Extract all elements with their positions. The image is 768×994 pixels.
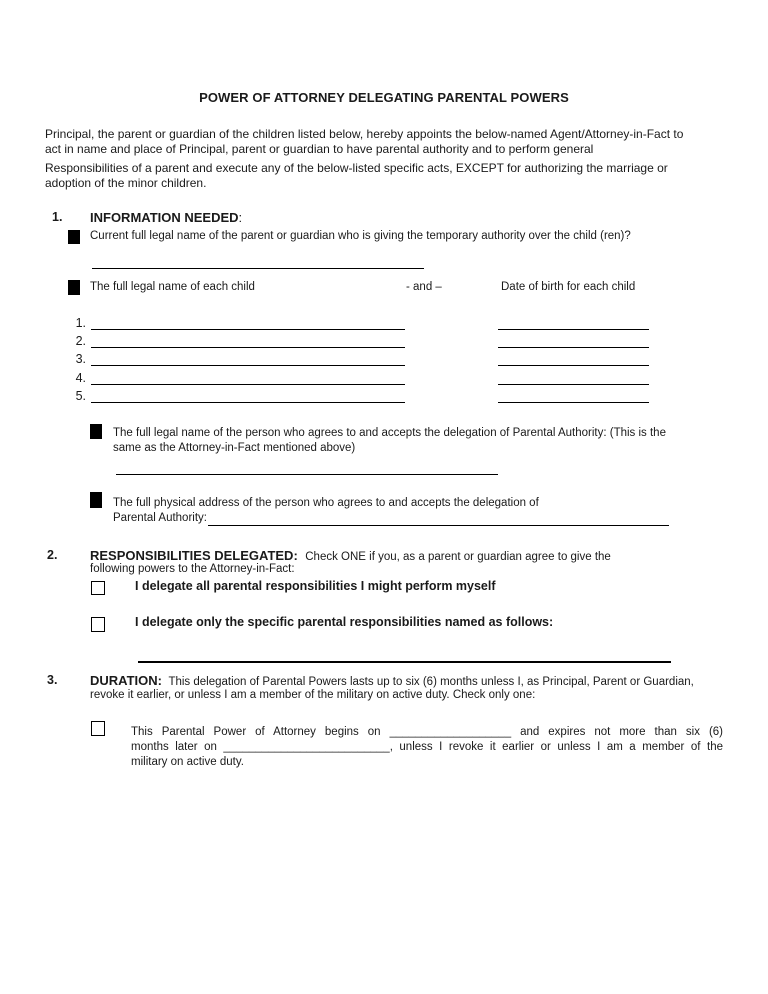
- child-row-number: 2.: [75, 334, 86, 348]
- duration-option-text: [131, 725, 723, 770]
- option-specific-checkbox[interactable]: [91, 617, 105, 632]
- child-name-field[interactable]: [91, 365, 405, 366]
- section-2-instruction-cont: following powers to the Attorney-in-Fact:: [90, 563, 295, 575]
- child-row-number: 1.: [75, 316, 86, 330]
- question-address-line: Parental Authority:: [113, 512, 207, 524]
- intro-line: Responsibilities of a parent and execute any of the below-listed specific acts, EXCEPT for authorizing the marriage or: [45, 161, 668, 175]
- intro-paragraph-2: [45, 161, 735, 191]
- child-row-number: 5.: [75, 389, 86, 403]
- document-title: POWER OF ATTORNEY DELEGATING PARENTAL POWERS: [199, 90, 569, 105]
- child-dob-field[interactable]: [498, 329, 649, 330]
- child-row-number: 3.: [75, 352, 86, 366]
- section-3-heading-colon: :: [157, 673, 162, 688]
- question-address-line: The full physical address of the person who agrees to and accepts the delegation of: [113, 497, 539, 509]
- intro-line: act in name and place of Principal, parent or guardian to have parental authority and to perform general: [45, 142, 594, 156]
- option-all-checkbox[interactable]: [91, 581, 105, 595]
- option-all-label: I delegate all parental responsibilities I might perform myself: [135, 579, 496, 593]
- bullet-square-icon: [68, 230, 80, 244]
- intro-line: Principal, the parent or guardian of the children listed below, hereby appoints the below-named Agent/Attorney-in-Fact to: [45, 127, 684, 141]
- child-dob-field[interactable]: [498, 384, 649, 385]
- section-2-heading: RESPONSIBILITIES DELEGATED: [90, 548, 294, 563]
- section-3-text: This delegation of Parental Powers lasts up to six (6) months unless I, as Principal, Parent or Guardian,: [168, 676, 694, 688]
- bullet-square-icon: [90, 492, 102, 508]
- bullet-square-icon: [90, 424, 102, 439]
- agent-address-field[interactable]: [208, 525, 669, 526]
- children-name-label: The full legal name of each child: [90, 281, 255, 293]
- duration-option-checkbox[interactable]: [91, 721, 105, 736]
- question-agent-line: The full legal name of the person who agrees to and accepts the delegation of Parental Authority: (This is the: [113, 427, 666, 439]
- question-agent-line: same as the Attorney-in-Fact mentioned above): [113, 442, 356, 454]
- child-dob-field[interactable]: [498, 402, 649, 403]
- section-3-heading: DURATION: [90, 673, 158, 688]
- child-name-field[interactable]: [91, 347, 405, 348]
- child-name-field[interactable]: [91, 384, 405, 385]
- section-3-number: 3.: [47, 673, 58, 687]
- child-dob-field[interactable]: [498, 365, 649, 366]
- intro-paragraph-1: [45, 127, 735, 157]
- question-parent-name: Current full legal name of the parent or guardian who is giving the temporary authority over the child (ren)?: [90, 230, 631, 242]
- dob-label: Date of birth for each child: [501, 281, 636, 293]
- specific-responsibilities-field[interactable]: [138, 661, 671, 663]
- section-2-heading-colon: :: [293, 548, 298, 563]
- duration-option-line: military on active duty.: [131, 756, 244, 768]
- child-name-field[interactable]: [91, 329, 405, 330]
- intro-line: adoption of the minor children.: [45, 176, 207, 190]
- section-1-heading: [90, 210, 242, 225]
- section-1-heading-colon: :: [238, 210, 243, 225]
- section-2-number: 2.: [47, 548, 58, 562]
- bullet-square-icon: [68, 280, 80, 295]
- child-row-number: 4.: [75, 371, 86, 385]
- child-dob-field[interactable]: [498, 347, 649, 348]
- duration-option-line: months later on __________________________, unless I revoke it earlier or unless I am a member of the: [131, 741, 723, 753]
- option-specific-label: I delegate only the specific parental responsibilities named as follows:: [135, 615, 554, 629]
- duration-option-line: This Parental Power of Attorney begins on ___________________ and expires not more than six (6): [131, 726, 723, 738]
- section-3-text-cont: revoke it earlier, or unless I am a member of the military on active duty. Check only one:: [90, 689, 536, 701]
- question-agent-address: [113, 496, 673, 526]
- agent-name-field[interactable]: [116, 474, 498, 475]
- parent-name-field[interactable]: [92, 268, 424, 269]
- section-2-instruction: Check ONE if you, as a parent or guardian agree to give the: [305, 551, 611, 563]
- section-1-number: 1.: [52, 210, 63, 224]
- section-1-heading-text: INFORMATION NEEDED: [90, 210, 239, 225]
- question-agent-name: [113, 426, 733, 456]
- child-name-field[interactable]: [91, 402, 405, 403]
- and-label: - and –: [406, 281, 442, 293]
